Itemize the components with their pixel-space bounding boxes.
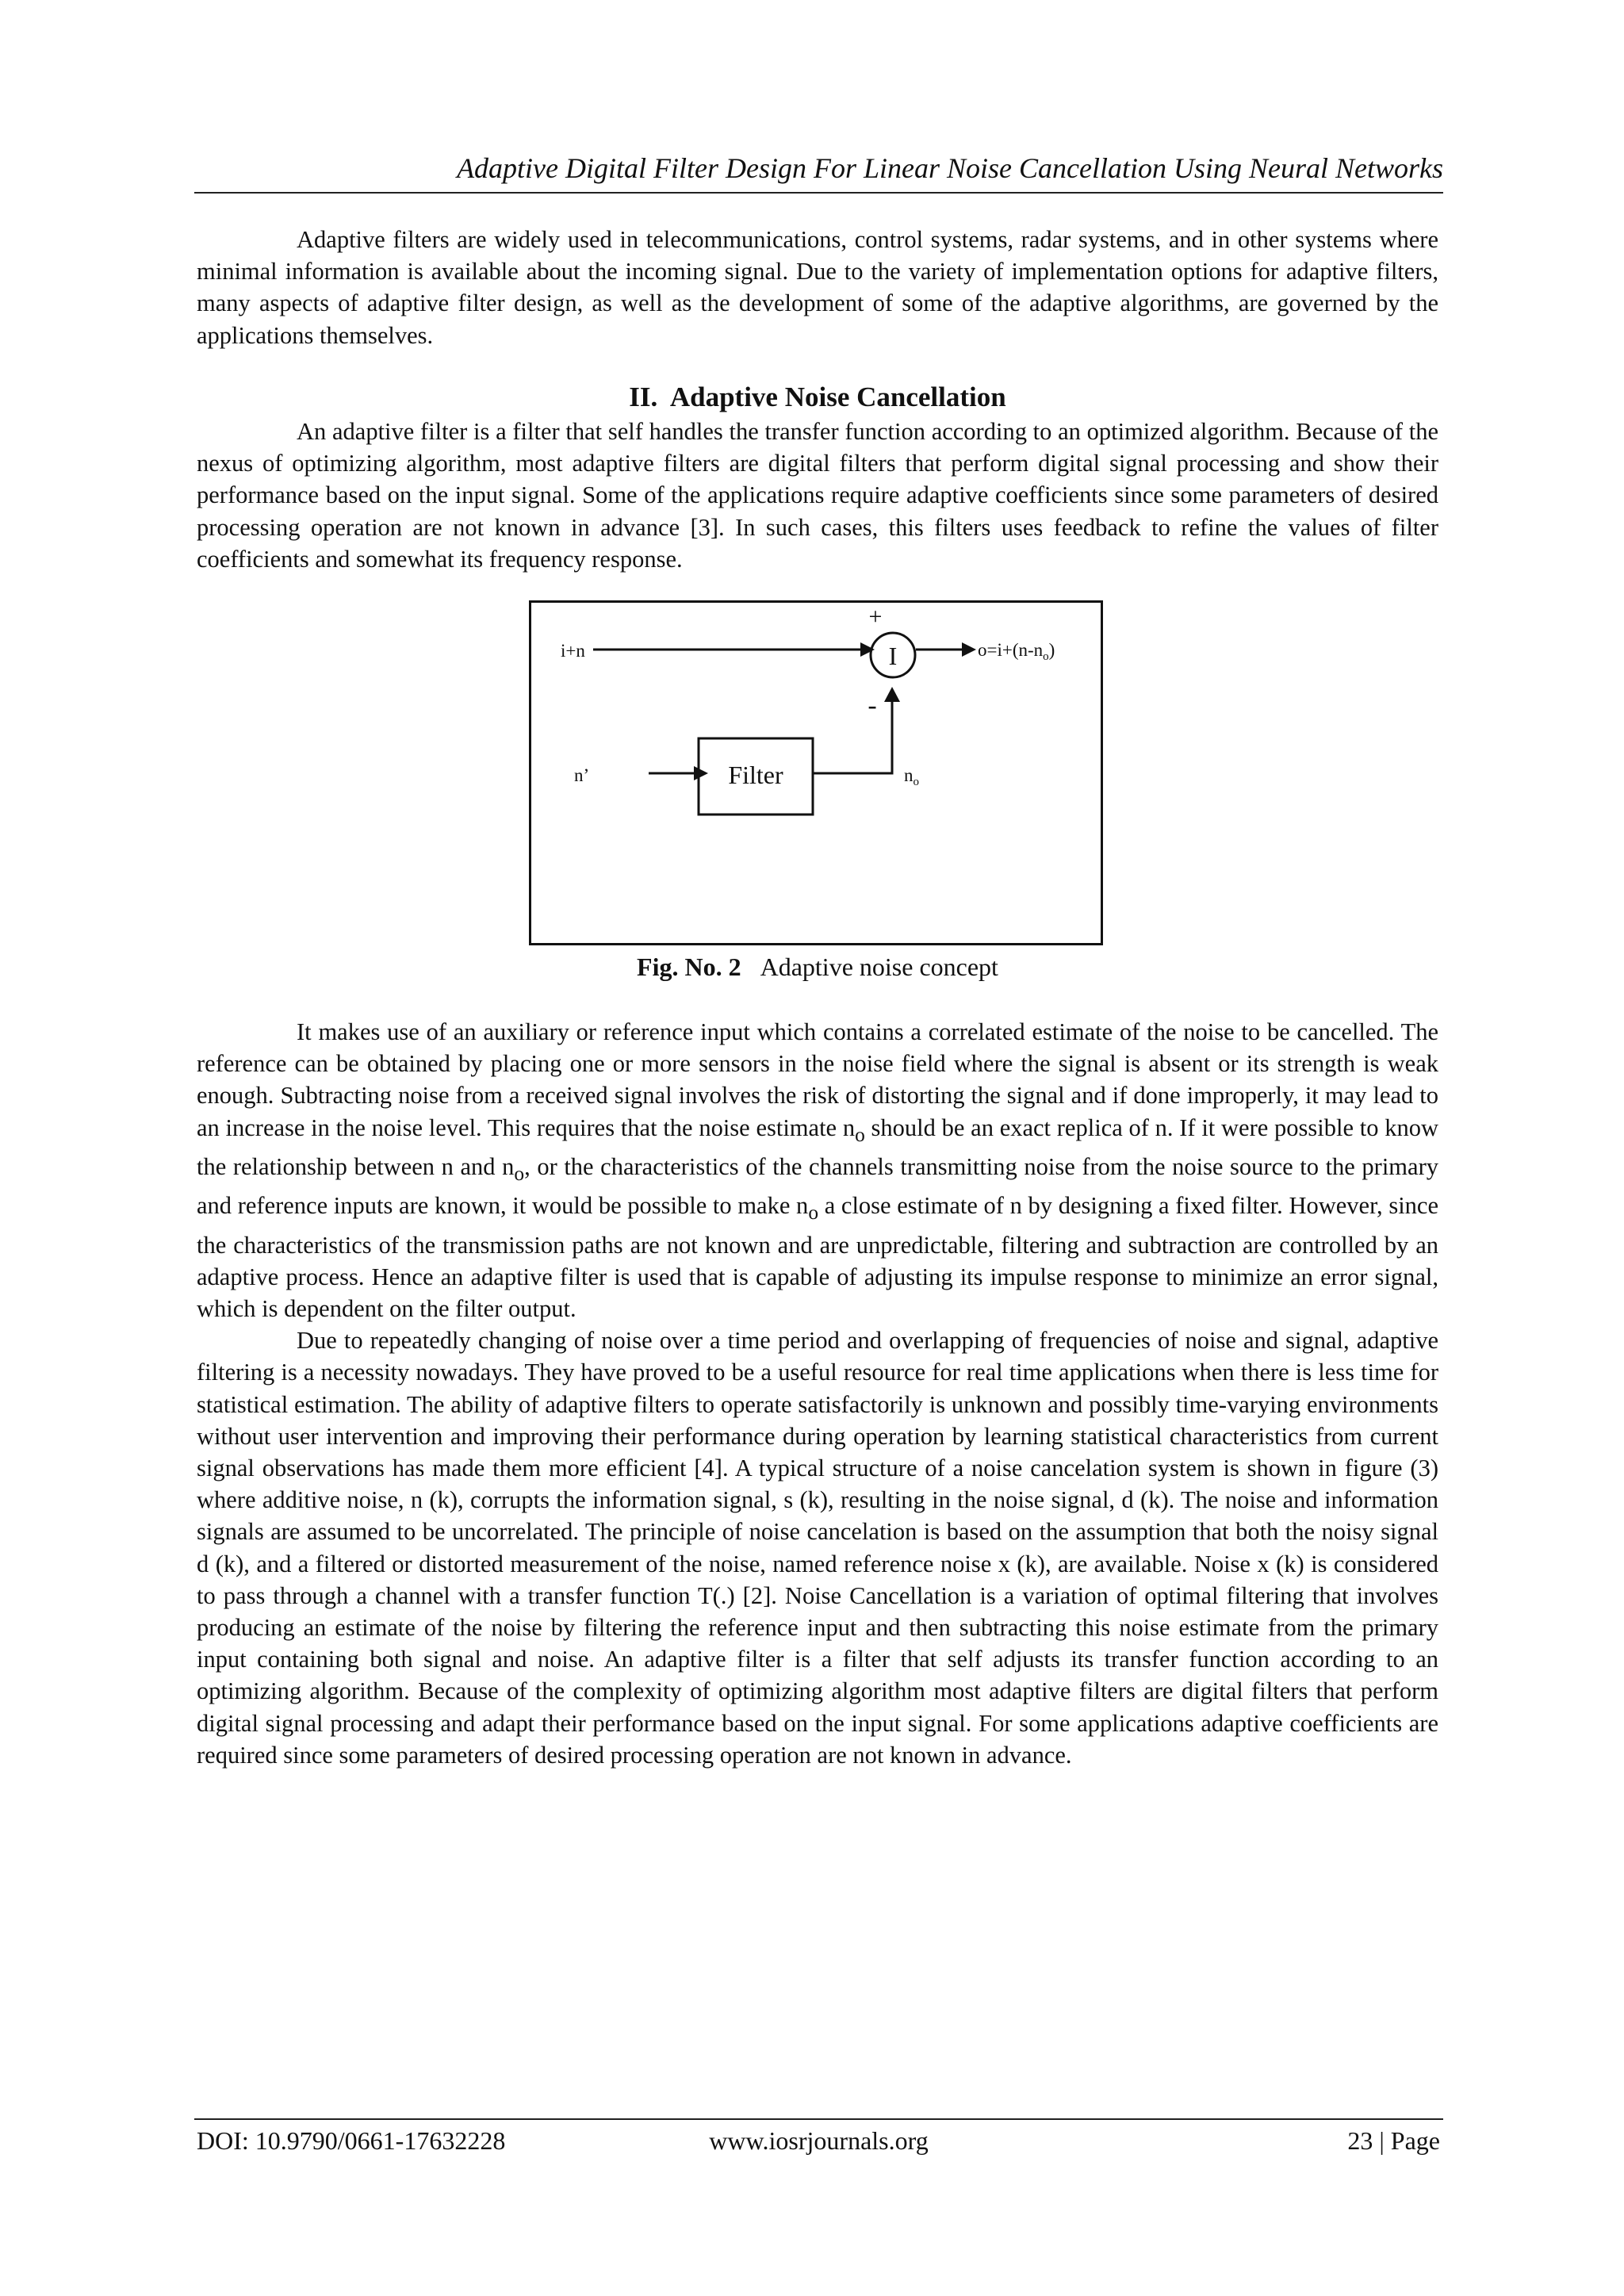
block-diagram — [531, 603, 1101, 943]
summer-label: I — [888, 642, 898, 670]
section-paragraph-1: An adaptive filter is a filter that self handles the transfer function according to an optimized algorithm. Because of the nexus of optimizing algorithm, most adaptive filters are digital filters that perform digital signal processing and show their performance based on the input signal. Some of the applications require adaptive coefficients since some parameters of desired processing operation are not known in advance [3]. In such cases, this filters uses feedback to refine the values of filter coefficients and somewhat its frequency response. — [197, 418, 1438, 573]
intro-paragraph: Adaptive filters are widely used in telecommunications, control systems, radar systems, and in other systems where minimal information is available about the incoming signal. Due to the variety of implementation options for adaptive filters, many aspects of adaptive filter design, as well as the development of some of the adaptive algorithms, are governed by the applications themselves. — [197, 226, 1438, 349]
figure-adaptive-noise-concept — [529, 600, 1103, 945]
filter-label: Filter — [728, 761, 783, 789]
reference-input-label: n’ — [574, 765, 590, 785]
primary-input-label: i+n — [561, 641, 585, 661]
plus-sign: + — [868, 604, 883, 630]
output-label: $o=i+(n-n_o)$ — [978, 640, 1055, 663]
footer-page-number: 23 | Page — [1347, 2126, 1440, 2155]
running-header-title: Adaptive Digital Filter Design For Linear Noise Cancellation Using Neural Networks — [457, 152, 1443, 184]
intro-text-block — [197, 224, 1438, 351]
footer-website: www.iosrjournals.org — [709, 2126, 929, 2155]
footer-rule — [194, 2118, 1443, 2120]
figure-caption — [197, 950, 1438, 983]
reference-input-arrowhead — [694, 766, 708, 780]
filter-output-path — [813, 702, 892, 773]
section-text-block — [197, 416, 1438, 575]
body-paragraph-2: It makes use of an auxiliary or reference input which contains a correlated estimate of the noise to be cancelled. The reference can be obtained by placing one or more sensors in the noise field where the signal is absent or its strength is weak enough. Subtracting noise from a received signal involves the risk of distorting the signal and if done improperly, it may lead to an increase in the noise level. This requires that the noise estimate $n_o$ should be an exact replica of n. If it were possible to know the relationship between n and $n_o$, or the characteristics of the channels transmitting noise from the noise source to the primary and reference inputs are known, it would be possible to make $n_o$ a close estimate of n by designing a fixed filter. However, since the characteristics of the transmission paths are not known and are unpredictable, filtering and subtraction are controlled by an adaptive process. Hence an adaptive filter is used that is capable of adjusting its impulse response to minimize an error signal, which is dependent on the filter output. — [197, 1018, 1438, 1322]
section-heading — [197, 380, 1438, 415]
output-arrowhead — [962, 642, 976, 657]
header-rule — [194, 192, 1443, 194]
figure-number: Fig. No. 2 — [637, 953, 741, 981]
section-number: II. — [629, 381, 658, 412]
figure-caption-text: Adaptive noise concept — [760, 953, 998, 981]
body-text-block — [197, 1016, 1438, 1771]
page-footer — [194, 2123, 1443, 2158]
filter-output-arrowhead — [884, 687, 900, 702]
body-paragraph-3: Due to repeatedly changing of noise over a time period and overlapping of frequencies of noise and signal, adaptive filtering is a necessity nowadays. They have proved to be a useful resource for real time applications when there is less time for statistical estimation. The ability of adaptive filters to operate satisfactorily is unknown and possibly time-varying environments without user intervention and improving their performance during operation by learning statistical characteristics from current signal observations has made them more efficient [4]. A typical structure of a noise cancelation system is shown in figure (3) where additive noise, n (k), corrupts the information signal, s (k), resulting in the noise signal, d (k). The noise and information signals are assumed to be uncorrelated. The principle of noise cancelation is based on the assumption that both the noisy signal d (k), and a filtered or distorted measurement of the noise, named reference noise x (k), are available. Noise x (k) is considered to pass through a channel with a transfer function T(.) [2]. Noise Cancellation is a variation of optimal filtering that involves producing an estimate of the noise by filtering the reference input and then subtracting this noise estimate from the primary input containing both signal and noise. An adaptive filter is a filter that self adjusts its transfer function according to an optimizing algorithm. Because of the complexity of optimizing algorithm most adaptive filters are digital filters that perform digital signal processing and adapt their performance based on the input signal. For some applications adaptive coefficients are required since some parameters of desired processing operation are not known in advance. — [197, 1327, 1438, 1769]
footer-doi: DOI: 10.9790/0661-17632228 — [197, 2126, 506, 2155]
section-title: Adaptive Noise Cancellation — [669, 381, 1006, 412]
filter-output-label: $n_o$ — [904, 765, 919, 788]
minus-sign: - — [868, 691, 877, 720]
